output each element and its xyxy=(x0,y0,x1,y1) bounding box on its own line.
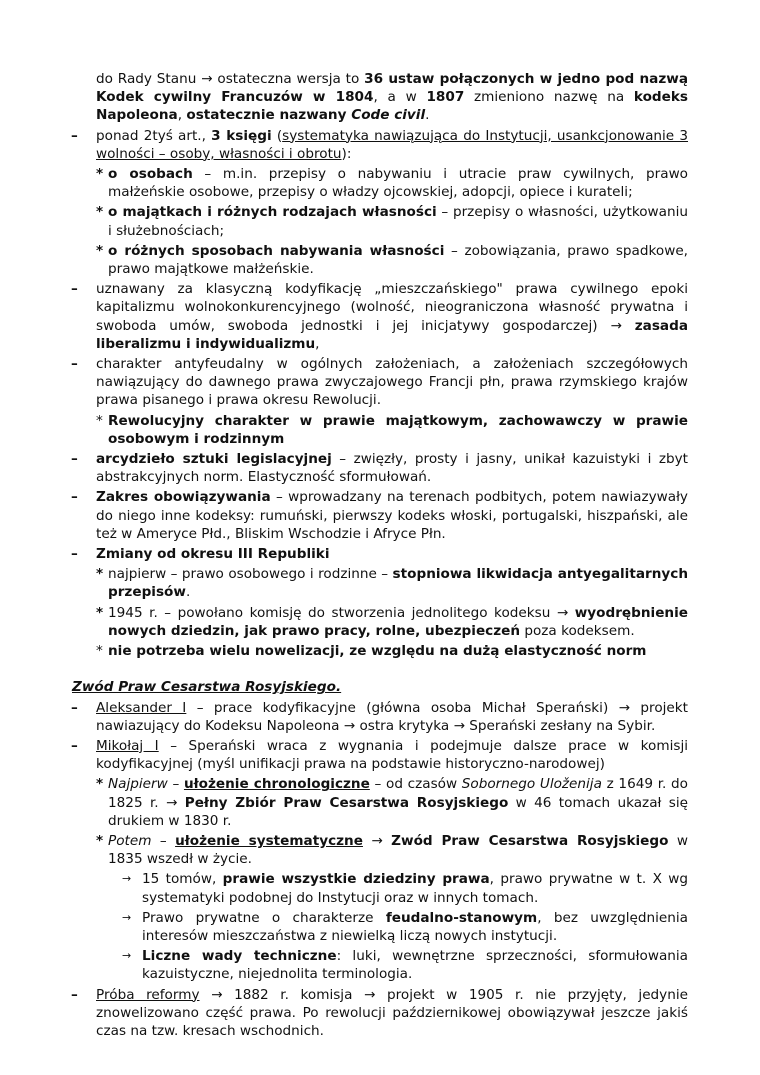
text-run: Aleksander I xyxy=(96,699,187,716)
text-run: w 46 tomach ukazał się drukiem w 1830 r. xyxy=(108,794,688,829)
text-run: 36 ustaw połączonych w jedno pod nazwą Kodek cywilny Francuzów w 1804 xyxy=(96,71,688,106)
asterisk-sub-item xyxy=(96,832,688,868)
text-run: Mikołaj I xyxy=(96,737,159,754)
text-run: → xyxy=(362,832,392,849)
dash-bullet-icon: – xyxy=(71,281,78,298)
asterisk-bullet-icon: * xyxy=(96,566,104,583)
dash-list-item xyxy=(71,545,688,563)
text-run: ostatecznie nazwany xyxy=(186,107,352,124)
paragraph xyxy=(96,70,688,125)
text-run: 1945 r. – powołano komisję do stworzenia jednolitego kodeksu → xyxy=(108,604,575,621)
asterisk-bullet-icon: * xyxy=(96,204,104,221)
arrow-bullet-icon: → xyxy=(122,910,132,924)
text-run: ( xyxy=(271,127,283,144)
text-run: – Sperański wraca z wygnania i podejmuje dalsze prace w komisji kodyfikacyjnej (myśl unifikacji prawa na podstawie historyczno-narodowej) xyxy=(96,737,688,773)
text-run: systematyka nawiązująca do Instytucji, usankcjonowanie 3 wolności – osoby, własności i obrotu xyxy=(96,127,689,162)
text-run: Prawo prywatne o charakterze xyxy=(142,909,386,926)
text-run: feudalno-stanowym xyxy=(385,909,538,926)
text-run: – xyxy=(167,776,184,793)
text-run: uznawany za klasyczną kodyfikację „mieszczańskiego" prawa cywilnego epoki kapitalizmu wolnokonkurencyjnego (wolność, nieograniczona własność prywatna i swoboda umów, swoboda jednostki i jej inicjatywy gospodarczej) → xyxy=(96,281,688,334)
dash-list-item xyxy=(71,488,688,543)
text-run: → 1882 r. komisja → projekt w 1905 r. nie przyjęty, jedynie znowelizowano część prawa. Po rewolucji październikowej obowiązywał jeszcze jakiś czas na tzw. kresach wschodnich. xyxy=(96,986,688,1039)
asterisk-sub-item xyxy=(96,642,688,660)
text-run: Zmiany od okresu III Republiki xyxy=(96,546,330,563)
text-run: – xyxy=(151,832,176,849)
dash-bullet-icon: – xyxy=(71,737,78,754)
text-run: Zwód Praw Cesarstwa Rosyjskiego. xyxy=(72,679,342,696)
text-run: , xyxy=(177,107,187,124)
text-run: do Rady Stanu → ostateczna wersja to xyxy=(96,71,365,87)
text-run: Potem xyxy=(108,832,152,849)
text-run: arcydzieło sztuki legislacyjnej xyxy=(96,451,332,468)
text-run: zasada liberalizmu i indywidualizmu xyxy=(96,317,688,352)
dash-list-item xyxy=(71,280,688,353)
dash-bullet-icon: – xyxy=(71,451,78,468)
asterisk-sub-item xyxy=(96,412,688,448)
text-run: ułożenie chronologiczne xyxy=(183,776,370,793)
text-run: Zwód Praw Cesarstwa Rosyjskiego xyxy=(391,832,669,849)
asterisk-bullet-icon: * xyxy=(96,832,104,849)
asterisk-bullet-icon: * xyxy=(96,643,103,660)
text-run: ułożenie systematyczne xyxy=(175,832,363,849)
text-run: o majątkach i różnych rodzajach własności xyxy=(108,204,437,221)
text-run: Sobornego Uloženija xyxy=(461,776,602,793)
text-run: Najpierw xyxy=(108,776,168,793)
text-run: – m.in. przepisy o nabywaniu i utracie praw cywilnych, prawo małżeńskie osobowe, przepisy o władzy ojcowskiej, adopcji, opiece i kurateli; xyxy=(108,166,688,201)
text-run: Próba reformy xyxy=(96,986,200,1003)
asterisk-sub-item xyxy=(96,203,688,239)
text-run: Zakres obowiązywania xyxy=(96,489,271,506)
text-run: ponad 2tyś art., xyxy=(96,127,212,144)
asterisk-sub-item xyxy=(96,604,688,640)
asterisk-sub-item xyxy=(96,565,688,601)
dash-bullet-icon: – xyxy=(71,356,78,373)
text-run: , bez uwzględnienia interesów mieszczaństwa z niewielką liczą nowych instytucji. xyxy=(142,909,688,944)
text-run: kodeks Napoleona xyxy=(96,89,688,124)
asterisk-bullet-icon: * xyxy=(96,166,104,183)
text-run: . xyxy=(425,107,430,124)
text-run: Pełny Zbiór Praw Cesarstwa Rosyjskiego xyxy=(184,794,509,811)
asterisk-bullet-icon: * xyxy=(96,412,103,429)
text-run: stopniowa likwidacja antyegalitarnych przepisów xyxy=(108,566,688,601)
text-run: . xyxy=(185,584,191,601)
dash-list-item xyxy=(71,355,688,410)
text-run: , prawo prywatne w t. X wg systematyki podobnej do Instytucji oraz w innych tomach. xyxy=(142,871,688,906)
document-page xyxy=(0,70,688,1040)
text-run: o różnych sposobach nabywania własności xyxy=(108,242,445,259)
asterisk-sub-item xyxy=(96,242,689,278)
text-run: nie potrzeba wielu nowelizacji, ze względu na dużą elastyczność norm xyxy=(108,643,647,660)
dash-list-item xyxy=(71,699,688,735)
section-heading xyxy=(72,678,688,696)
text-run: prawie wszystkie dziedziny prawa xyxy=(222,871,490,888)
dash-bullet-icon: – xyxy=(71,699,78,716)
text-run: wyodrębnienie nowych dziedzin, jak prawo pracy, rolne, ubezpieczeń xyxy=(108,604,688,639)
text-run: – wprowadzany na terenach podbitych, potem nawiazywały do niego inne kodeksy: rumuński, pierwszy kodeks włoski, portugalski, hiszpański, ale też w Ameryce Płd., Bliskim Wschodzie i Afryce Płn. xyxy=(96,489,688,542)
dash-list-item xyxy=(71,986,688,1041)
text-run: , a w xyxy=(373,89,427,106)
arrow-sub-item xyxy=(122,909,688,945)
text-run: 3 księgi xyxy=(211,127,272,144)
text-run: zmieniono nazwę na xyxy=(464,89,634,106)
text-run: – prace kodyfikacyjne (główna osoba Michał Sperański) → projekt nawiazujący do Kodeksu Napoleona → ostra krytyka → Sperański zesłany na Sybir. xyxy=(96,699,688,734)
text-run: – zobowiązania, prawo spadkowe, prawo majątkowe małżeńskie. xyxy=(108,242,689,278)
text-run: charakter antyfeudalny w ogólnych założeniach, a założeniach szczegółowych nawiązujący do dawnego prawa zwyczajowego Francji płn, prawa rzymskiego krajów prawa pisanego i prawa okresu Rewolucji. xyxy=(96,356,688,409)
text-run: 15 tomów, xyxy=(142,871,223,888)
asterisk-bullet-icon: * xyxy=(96,776,104,793)
text-run: najpierw – prawo osobowego i rodzinne – xyxy=(108,566,393,583)
dash-bullet-icon: – xyxy=(71,546,78,563)
arrow-bullet-icon: → xyxy=(122,872,132,886)
arrow-bullet-icon: → xyxy=(122,949,132,963)
asterisk-bullet-icon: * xyxy=(96,242,104,259)
text-run: Liczne wady techniczne xyxy=(142,948,337,965)
text-run: : luki, wewnętrzne sprzeczności, sformułowania kazuistyczne, niejednolita terminologia. xyxy=(142,948,688,983)
text-run: – przepisy o własności, użytkowaniu i służebnościach; xyxy=(108,204,688,239)
text-run: ): xyxy=(341,145,352,162)
text-run: o osobach xyxy=(108,166,193,183)
asterisk-sub-item xyxy=(96,165,688,201)
text-run: – zwięzły, prosty i jasny, unikał kazuistyki i zbyt abstrakcyjnych norm. Elastyczność sformułowań. xyxy=(96,451,689,486)
dash-list-item xyxy=(71,737,688,773)
asterisk-bullet-icon: * xyxy=(96,604,104,621)
text-run: poza kodeksem. xyxy=(520,622,635,639)
dash-bullet-icon: – xyxy=(71,986,78,1003)
text-run: Code civil xyxy=(351,107,426,124)
arrow-sub-item xyxy=(122,870,688,906)
dash-list-item xyxy=(71,127,689,163)
text-run: w 1835 wszedł w życie. xyxy=(108,832,688,868)
arrow-sub-item xyxy=(122,947,688,983)
text-run: – od czasów xyxy=(369,776,462,793)
dash-bullet-icon: – xyxy=(71,127,78,144)
text-run: 1807 xyxy=(426,89,465,106)
text-run: , xyxy=(315,335,320,352)
text-run: z 1649 r. do 1825 r. → xyxy=(108,776,688,811)
text-run: Rewolucyjny charakter w prawie majątkowym, zachowawczy w prawie osobowym i rodzinnym xyxy=(108,412,688,447)
dash-bullet-icon: – xyxy=(71,489,78,506)
dash-list-item xyxy=(71,450,689,486)
asterisk-sub-item xyxy=(96,775,688,830)
